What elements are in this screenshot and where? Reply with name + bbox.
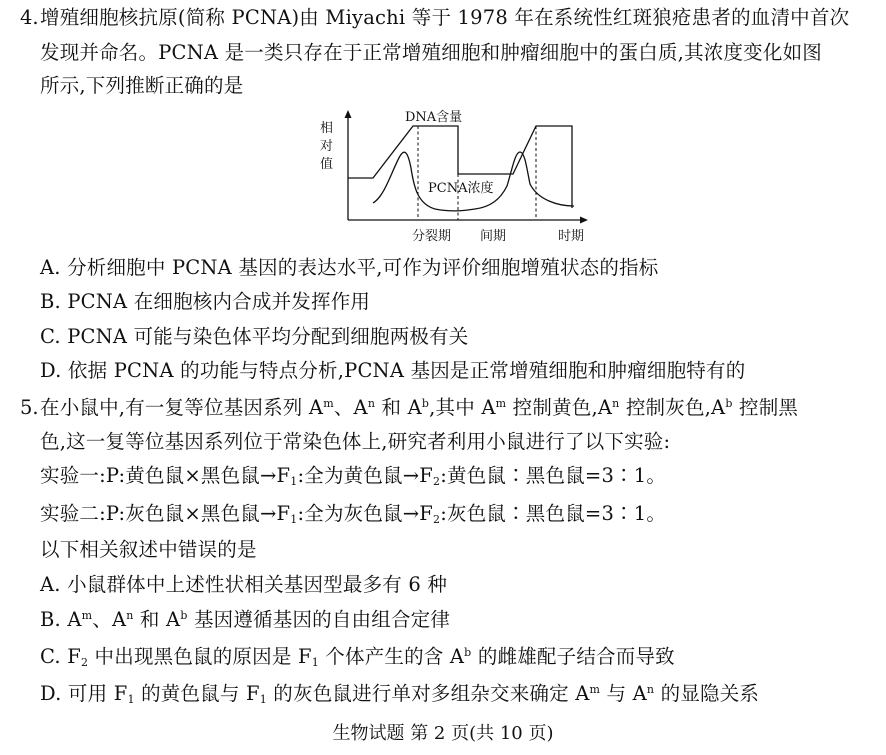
pcna-label: PCNA浓度 xyxy=(428,181,494,196)
q5-stem-line1 xyxy=(40,396,798,420)
sup-n: n xyxy=(612,397,620,410)
q5-stem-1d: ,其中 A xyxy=(429,396,496,419)
sup-b: b xyxy=(464,646,472,659)
sub-1: 1 xyxy=(290,475,298,488)
page-footer: 生物试题 第 2 页(共 10 页) xyxy=(332,723,554,744)
sup-b: b xyxy=(180,609,188,622)
q5-stem-1a: 在小鼠中,有一复等位基因系列 A xyxy=(40,396,324,419)
q4-option-d: D. 依据 PCNA 的功能与特点分析,PCNA 基因是正常增殖细胞和肿瘤细胞特有的 xyxy=(40,359,746,382)
exp2-a: 实验二:P:灰色鼠×黑色鼠→F xyxy=(40,502,291,525)
q5-experiment-1 xyxy=(40,464,666,488)
optc-b: 中出现黑色鼠的原因是 F xyxy=(88,645,312,668)
sub-1: 1 xyxy=(259,693,267,706)
optd-e: 的显隐关系 xyxy=(654,682,760,705)
sup-b: b xyxy=(421,397,430,410)
pcna-chart xyxy=(310,108,600,248)
optd-d: 与 A xyxy=(600,682,647,705)
y-axis-arrow-icon xyxy=(345,110,352,118)
x-label-time: 时期 xyxy=(558,229,585,244)
q4-stem-line2: 发现并命名。PCNA 是一类只存在于正常增殖细胞和肿瘤细胞中的蛋白质,其浓度变化如图 xyxy=(40,41,822,64)
optb-c: 和 A xyxy=(133,608,181,631)
optc-d: 的雌雄配子结合而导致 xyxy=(471,645,675,668)
q5-stem-1b: 、A xyxy=(333,396,368,419)
x-label-division: 分裂期 xyxy=(412,229,452,244)
sub-1: 1 xyxy=(127,693,135,706)
sup-n: n xyxy=(646,683,655,696)
optb-a: B. A xyxy=(40,608,82,631)
q4-number: 4. xyxy=(20,6,39,29)
q5-number: 5. xyxy=(20,396,39,419)
y-label-1: 相 xyxy=(320,121,334,136)
q5-option-a: A. 小鼠群体中上述性状相关基因型最多有 6 种 xyxy=(40,573,448,596)
q5-stem-1e: 控制黄色,A xyxy=(506,396,613,419)
x-axis-arrow-icon xyxy=(580,217,588,224)
optb-d: 基因遵循基因的自由组合定律 xyxy=(187,608,451,631)
sup-b: b xyxy=(725,397,733,410)
exp2-c: :灰色鼠∶黑色鼠=3∶1。 xyxy=(440,502,667,525)
q4-option-b: B. PCNA 在细胞核内合成并发挥作用 xyxy=(40,290,371,313)
q5-option-c xyxy=(40,645,675,669)
q4-option-c: C. PCNA 可能与染色体平均分配到细胞两极有关 xyxy=(40,325,469,348)
q5-question: 以下相关叙述中错误的是 xyxy=(40,538,257,561)
q5-stem-line2: 色,这一复等位基因系列位于常染色体上,研究者利用小鼠进行了以下实验: xyxy=(40,430,671,453)
x-label-interphase: 间期 xyxy=(480,229,507,244)
exp1-b: :全为黄色鼠→F xyxy=(297,464,434,487)
sub-1: 1 xyxy=(311,656,319,669)
q5-experiment-2 xyxy=(40,502,666,526)
q4-option-a: A. 分析细胞中 PCNA 基因的表达水平,可作为评价细胞增殖状态的指标 xyxy=(40,256,659,279)
optd-c: 的灰色鼠进行单对多组杂交来确定 A xyxy=(266,682,590,705)
sup-m: m xyxy=(495,397,507,410)
exp1-c: :黄色鼠∶黑色鼠=3∶1。 xyxy=(440,464,667,487)
sub-2: 2 xyxy=(433,513,441,526)
sub-2: 2 xyxy=(80,656,89,669)
q4-stem-line3: 所示,下列推断正确的是 xyxy=(40,74,244,97)
y-label-3: 值 xyxy=(320,157,334,172)
sup-m: m xyxy=(589,683,601,696)
exp1-a: 实验一:P:黄色鼠×黑色鼠→F xyxy=(40,464,291,487)
dna-label: DNA含量 xyxy=(405,110,463,125)
sup-n: n xyxy=(367,397,376,410)
q5-stem-1g: 控制黑 xyxy=(732,396,799,419)
q4-stem-line1: 增殖细胞核抗原(简称 PCNA)由 Miyachi 等于 1978 年在系统性红斑狼疮患者的血清中首次 xyxy=(40,6,850,29)
sub-1: 1 xyxy=(290,513,298,526)
pcna-figure xyxy=(310,108,600,248)
q5-option-b xyxy=(40,608,450,632)
exp2-b: :全为灰色鼠→F xyxy=(297,502,434,525)
optc-c: 个体产生的含 A xyxy=(318,645,465,668)
y-label-2: 对 xyxy=(320,139,334,154)
sup-m: m xyxy=(81,609,93,622)
optb-b: 、A xyxy=(92,608,127,631)
sup-n: n xyxy=(126,609,134,622)
sup-m: m xyxy=(323,397,334,410)
optc-a: C. F xyxy=(40,645,81,668)
q5-option-d xyxy=(40,682,759,706)
q5-stem-1f: 控制灰色,A xyxy=(619,396,726,419)
q5-stem-1c: 和 A xyxy=(375,396,422,419)
optd-a: D. 可用 F xyxy=(40,682,128,705)
optd-b: 的黄色鼠与 F xyxy=(134,682,260,705)
sub-2: 2 xyxy=(433,475,441,488)
